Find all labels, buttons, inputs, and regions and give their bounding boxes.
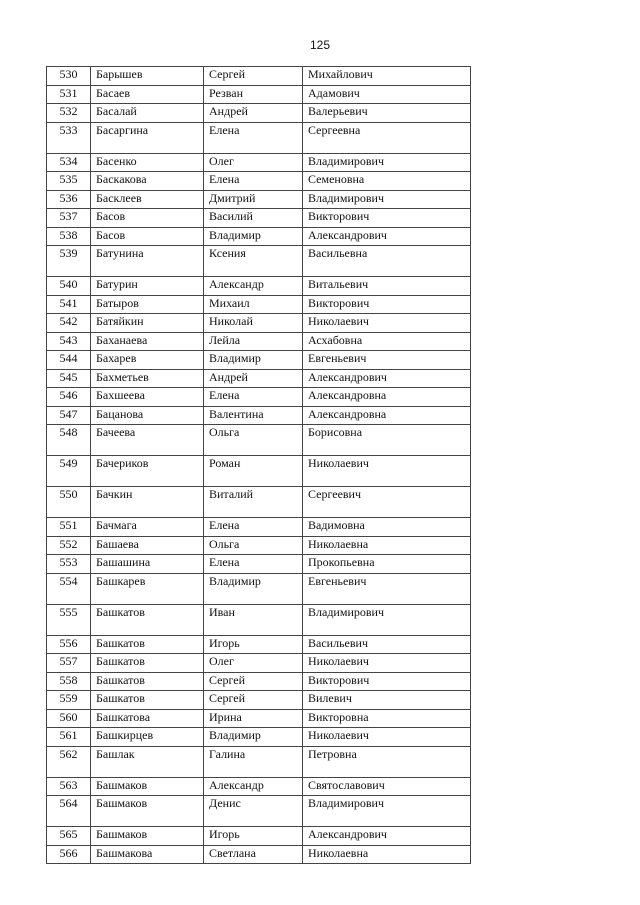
first-name-cell: Елена: [204, 172, 303, 191]
last-name-cell: Баханаева: [91, 332, 204, 351]
row-number-cell: 532: [47, 104, 91, 123]
last-name-cell: Басклеев: [91, 190, 204, 209]
patronymic-cell: Сергеевич: [303, 487, 471, 518]
last-name-cell: Батяйкин: [91, 314, 204, 333]
patronymic-cell: Николаевич: [303, 728, 471, 747]
first-name-cell: Денис: [204, 796, 303, 827]
first-name-cell: Владимир: [204, 728, 303, 747]
patronymic-cell: Александровна: [303, 406, 471, 425]
patronymic-cell: Адамович: [303, 85, 471, 104]
table-row: [47, 104, 471, 123]
first-name-cell: Олег: [204, 654, 303, 673]
patronymic-cell: Борисовна: [303, 425, 471, 456]
patronymic-cell: Валерьевич: [303, 104, 471, 123]
last-name-cell: Бахшеева: [91, 388, 204, 407]
table-row: [47, 635, 471, 654]
last-name-cell: Бачеева: [91, 425, 204, 456]
table-row: [47, 246, 471, 277]
last-name-cell: Бачериков: [91, 456, 204, 487]
patronymic-cell: Николаевич: [303, 654, 471, 673]
first-name-cell: Резван: [204, 85, 303, 104]
patronymic-cell: Владимирович: [303, 604, 471, 635]
table-row: [47, 845, 471, 864]
row-number-cell: 542: [47, 314, 91, 333]
row-number-cell: 540: [47, 277, 91, 296]
table-row: [47, 190, 471, 209]
row-number-cell: 534: [47, 153, 91, 172]
row-number-cell: 541: [47, 295, 91, 314]
row-number-cell: 539: [47, 246, 91, 277]
patronymic-cell: Прокопьевна: [303, 555, 471, 574]
row-number-cell: 555: [47, 604, 91, 635]
table-row: [47, 518, 471, 537]
patronymic-cell: Семеновна: [303, 172, 471, 191]
row-number-cell: 557: [47, 654, 91, 673]
table-row: [47, 227, 471, 246]
row-number-cell: 550: [47, 487, 91, 518]
last-name-cell: Басалай: [91, 104, 204, 123]
table-row: [47, 351, 471, 370]
first-name-cell: Василий: [204, 209, 303, 228]
row-number-cell: 563: [47, 777, 91, 796]
table-row: [47, 777, 471, 796]
table-row: [47, 536, 471, 555]
row-number-cell: 549: [47, 456, 91, 487]
patronymic-cell: Александровна: [303, 388, 471, 407]
patronymic-cell: Николаевич: [303, 456, 471, 487]
table-row: [47, 153, 471, 172]
table-row: [47, 85, 471, 104]
first-name-cell: Александр: [204, 277, 303, 296]
table-row: [47, 67, 471, 86]
patronymic-cell: Викторович: [303, 209, 471, 228]
first-name-cell: Ирина: [204, 709, 303, 728]
row-number-cell: 531: [47, 85, 91, 104]
table-row: [47, 314, 471, 333]
table-row: [47, 672, 471, 691]
row-number-cell: 547: [47, 406, 91, 425]
row-number-cell: 546: [47, 388, 91, 407]
last-name-cell: Басаргина: [91, 122, 204, 153]
row-number-cell: 533: [47, 122, 91, 153]
last-name-cell: Башкатов: [91, 672, 204, 691]
last-name-cell: Батыров: [91, 295, 204, 314]
last-name-cell: Барышев: [91, 67, 204, 86]
first-name-cell: Владимир: [204, 351, 303, 370]
row-number-cell: 564: [47, 796, 91, 827]
row-number-cell: 548: [47, 425, 91, 456]
first-name-cell: Елена: [204, 555, 303, 574]
patronymic-cell: Сергеевна: [303, 122, 471, 153]
last-name-cell: Башкатов: [91, 604, 204, 635]
row-number-cell: 538: [47, 227, 91, 246]
patronymic-cell: Викторовна: [303, 709, 471, 728]
row-number-cell: 556: [47, 635, 91, 654]
table-row: [47, 406, 471, 425]
patronymic-cell: Владимирович: [303, 190, 471, 209]
first-name-cell: Владимир: [204, 227, 303, 246]
table-row: [47, 295, 471, 314]
patronymic-cell: Александрович: [303, 227, 471, 246]
row-number-cell: 553: [47, 555, 91, 574]
table-row: [47, 122, 471, 153]
first-name-cell: Сергей: [204, 67, 303, 86]
last-name-cell: Башлак: [91, 746, 204, 777]
patronymic-cell: Васильевич: [303, 635, 471, 654]
first-name-cell: Виталий: [204, 487, 303, 518]
last-name-cell: Басов: [91, 227, 204, 246]
last-name-cell: Башкарев: [91, 573, 204, 604]
patronymic-cell: Асхабовна: [303, 332, 471, 351]
row-number-cell: 543: [47, 332, 91, 351]
patronymic-cell: Николаевна: [303, 536, 471, 555]
patronymic-cell: Викторович: [303, 672, 471, 691]
table-row: [47, 277, 471, 296]
last-name-cell: Батунина: [91, 246, 204, 277]
last-name-cell: Бахарев: [91, 351, 204, 370]
first-name-cell: Игорь: [204, 827, 303, 846]
last-name-cell: Башмаков: [91, 777, 204, 796]
patronymic-cell: Вилевич: [303, 691, 471, 710]
row-number-cell: 566: [47, 845, 91, 864]
first-name-cell: Александр: [204, 777, 303, 796]
first-name-cell: Николай: [204, 314, 303, 333]
table-row: [47, 369, 471, 388]
patronymic-cell: Владимирович: [303, 153, 471, 172]
table-row: [47, 709, 471, 728]
patronymic-cell: Александрович: [303, 827, 471, 846]
table-row: [47, 573, 471, 604]
first-name-cell: Дмитрий: [204, 190, 303, 209]
patronymic-cell: Евгеньевич: [303, 573, 471, 604]
first-name-cell: Иван: [204, 604, 303, 635]
table-row: [47, 728, 471, 747]
patronymic-cell: Владимирович: [303, 796, 471, 827]
first-name-cell: Ксения: [204, 246, 303, 277]
row-number-cell: 561: [47, 728, 91, 747]
table-row: [47, 172, 471, 191]
row-number-cell: 544: [47, 351, 91, 370]
last-name-cell: Башмаков: [91, 827, 204, 846]
first-name-cell: Владимир: [204, 573, 303, 604]
names-table: [46, 66, 471, 864]
row-number-cell: 551: [47, 518, 91, 537]
patronymic-cell: Святославович: [303, 777, 471, 796]
first-name-cell: Сергей: [204, 691, 303, 710]
first-name-cell: Роман: [204, 456, 303, 487]
table-row: [47, 796, 471, 827]
table-row: [47, 746, 471, 777]
last-name-cell: Башкатов: [91, 635, 204, 654]
last-name-cell: Башкирцев: [91, 728, 204, 747]
last-name-cell: Батурин: [91, 277, 204, 296]
patronymic-cell: Витальевич: [303, 277, 471, 296]
row-number-cell: 562: [47, 746, 91, 777]
table-row: [47, 827, 471, 846]
table-row: [47, 654, 471, 673]
table-row: [47, 388, 471, 407]
table-row: [47, 456, 471, 487]
patronymic-cell: Николаевна: [303, 845, 471, 864]
patronymic-cell: Вадимовна: [303, 518, 471, 537]
last-name-cell: Башашина: [91, 555, 204, 574]
patronymic-cell: Петровна: [303, 746, 471, 777]
first-name-cell: Олег: [204, 153, 303, 172]
patronymic-cell: Васильевна: [303, 246, 471, 277]
table-row: [47, 555, 471, 574]
row-number-cell: 536: [47, 190, 91, 209]
patronymic-cell: Николаевич: [303, 314, 471, 333]
last-name-cell: Баскакова: [91, 172, 204, 191]
row-number-cell: 552: [47, 536, 91, 555]
table-row: [47, 487, 471, 518]
last-name-cell: Башкатова: [91, 709, 204, 728]
first-name-cell: Андрей: [204, 104, 303, 123]
patronymic-cell: Викторович: [303, 295, 471, 314]
patronymic-cell: Евгеньевич: [303, 351, 471, 370]
table-body: [47, 67, 471, 864]
last-name-cell: Басов: [91, 209, 204, 228]
last-name-cell: Басенко: [91, 153, 204, 172]
last-name-cell: Башкатов: [91, 691, 204, 710]
first-name-cell: Валентина: [204, 406, 303, 425]
first-name-cell: Игорь: [204, 635, 303, 654]
last-name-cell: Бачмага: [91, 518, 204, 537]
last-name-cell: Бачкин: [91, 487, 204, 518]
last-name-cell: Башмакова: [91, 845, 204, 864]
last-name-cell: Башаева: [91, 536, 204, 555]
row-number-cell: 535: [47, 172, 91, 191]
first-name-cell: Михаил: [204, 295, 303, 314]
first-name-cell: Елена: [204, 122, 303, 153]
last-name-cell: Башмаков: [91, 796, 204, 827]
table-row: [47, 425, 471, 456]
last-name-cell: Бацанова: [91, 406, 204, 425]
patronymic-cell: Михайлович: [303, 67, 471, 86]
first-name-cell: Ольга: [204, 425, 303, 456]
first-name-cell: Елена: [204, 388, 303, 407]
table-row: [47, 332, 471, 351]
table-row: [47, 209, 471, 228]
table-row: [47, 604, 471, 635]
first-name-cell: Андрей: [204, 369, 303, 388]
first-name-cell: Сергей: [204, 672, 303, 691]
row-number-cell: 530: [47, 67, 91, 86]
first-name-cell: Елена: [204, 518, 303, 537]
first-name-cell: Светлана: [204, 845, 303, 864]
patronymic-cell: Александрович: [303, 369, 471, 388]
row-number-cell: 565: [47, 827, 91, 846]
first-name-cell: Лейла: [204, 332, 303, 351]
last-name-cell: Бахметьев: [91, 369, 204, 388]
last-name-cell: Башкатов: [91, 654, 204, 673]
first-name-cell: Ольга: [204, 536, 303, 555]
row-number-cell: 558: [47, 672, 91, 691]
row-number-cell: 554: [47, 573, 91, 604]
row-number-cell: 560: [47, 709, 91, 728]
table-row: [47, 691, 471, 710]
row-number-cell: 559: [47, 691, 91, 710]
row-number-cell: 537: [47, 209, 91, 228]
row-number-cell: 545: [47, 369, 91, 388]
first-name-cell: Галина: [204, 746, 303, 777]
last-name-cell: Басаев: [91, 85, 204, 104]
page-number: 125: [309, 38, 331, 52]
